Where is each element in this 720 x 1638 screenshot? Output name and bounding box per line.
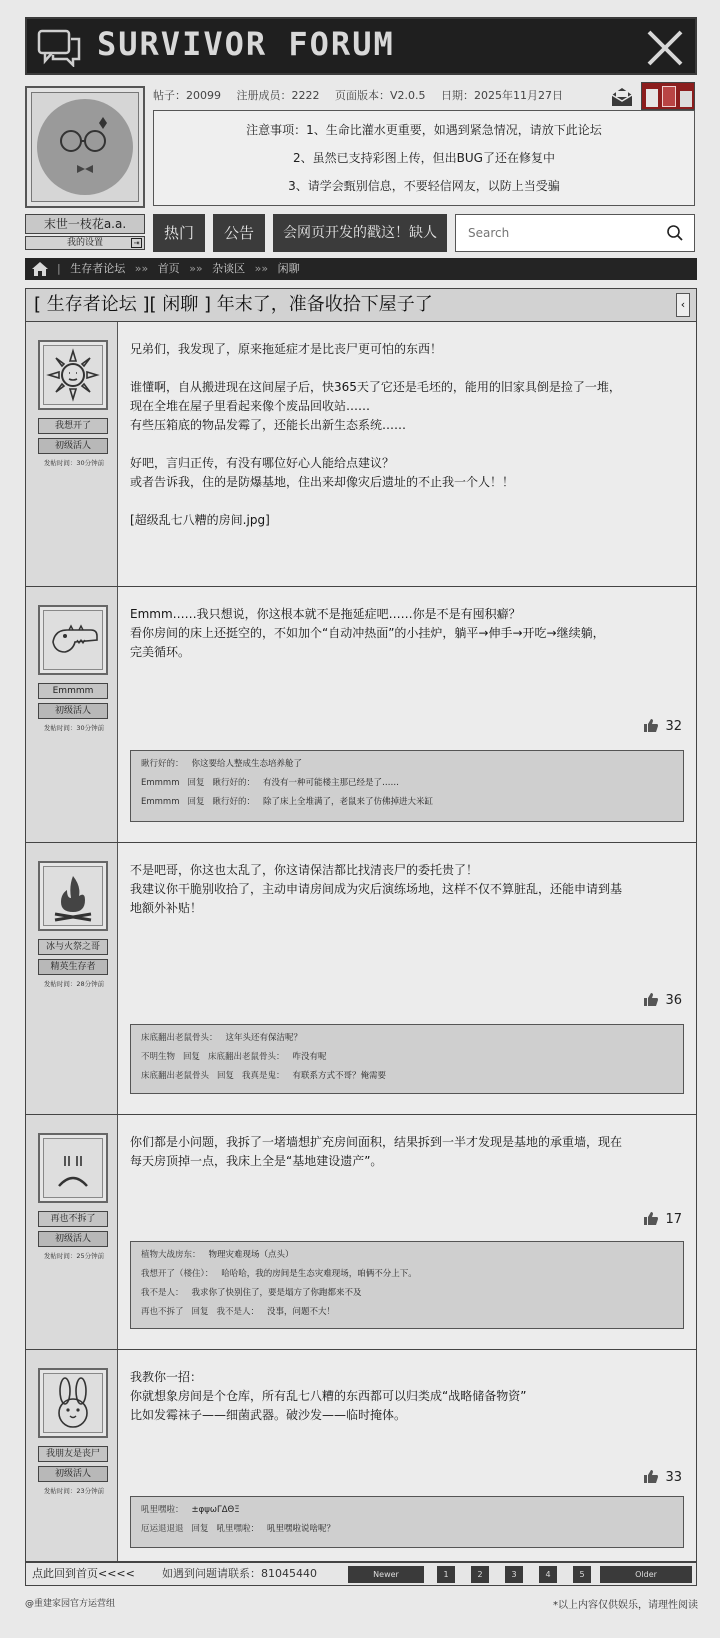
post-time: 发帖时间：30分钟前 xyxy=(43,459,105,467)
reply-line xyxy=(141,1501,673,1520)
post-avatar[interactable] xyxy=(38,605,108,675)
rabbit-avatar-icon xyxy=(45,1375,101,1431)
post-text: Emmm……我只想说，你这根本就不是拖延症吧……你是不是有囤积癖？ 看你房间的床上还挺空的，不如加个“自动冲热面”的小挂炉，躺平→伸手→开吃→继续躺， 完美循环。 xyxy=(130,607,605,659)
reply-line xyxy=(141,793,673,812)
notice-line: 2、虽然已支持彩图上传，但出BUG了还在修复中 xyxy=(293,151,555,165)
user-name[interactable]: 末世一枝花a.a. xyxy=(25,214,145,234)
reply-keyword: 回复 xyxy=(187,797,205,807)
page-version: 页面版本：V2.0.5 xyxy=(335,89,426,102)
reply-user[interactable]: Emmmm xyxy=(141,797,180,807)
reply-user[interactable]: 不明生物 xyxy=(141,1052,176,1062)
nav-recruit-button[interactable]: 会网页开发的戳这！缺人 xyxy=(273,214,447,252)
reply-target[interactable]: 瞅行好的： xyxy=(212,778,256,788)
notice-line: 3、请学会甄别信息，不要轻信网友，以防上当受骗 xyxy=(288,179,560,193)
reply-line xyxy=(141,1246,673,1265)
post-text: 你们都是小问题，我拆了一堵墙想扩充房间面积，结果拆到一半才发现是基地的承重墙，现在 每天房顶掉一点，我床上全是“基地建设遗产”。 xyxy=(130,1135,623,1168)
reply-line xyxy=(141,1265,673,1284)
forum-stats xyxy=(153,86,575,106)
thumbs-up-icon xyxy=(643,1211,659,1226)
page-5-button[interactable]: 5 xyxy=(573,1566,591,1583)
reply-user[interactable]: 床底翻出老鼠骨头 xyxy=(141,1071,210,1081)
like-button[interactable] xyxy=(643,717,682,737)
reply-box xyxy=(130,1496,684,1548)
search-box xyxy=(455,214,695,252)
reply-line xyxy=(141,755,673,774)
post-author-panel xyxy=(26,1115,118,1349)
user-avatar[interactable] xyxy=(25,86,145,208)
thumbs-up-icon xyxy=(643,718,659,733)
operator-credit: @重建家园官方运营组 xyxy=(25,1599,116,1609)
breadcrumb-separator: »» xyxy=(134,262,149,275)
reply-line xyxy=(141,1029,673,1048)
reply-line xyxy=(141,774,673,793)
ad-banner[interactable] xyxy=(641,82,695,110)
reply-text: 我求你了快别住了，要是塌方了你跑都来不及 xyxy=(191,1288,362,1298)
post-author-rank: 初级活人 xyxy=(38,703,108,719)
post-avatar[interactable] xyxy=(38,1133,108,1203)
breadcrumb-separator: »» xyxy=(254,262,269,275)
post-author-name[interactable]: Emmmm xyxy=(38,683,108,699)
post-text: 我教你一招： 你就想象房间是个仓库，所有乱七八糟的东西都可以归类成“战略储备物资” 比如发霉袜子——细菌武器。破沙发——临时掩体。 xyxy=(130,1370,527,1422)
post-body xyxy=(130,861,690,918)
breadcrumb-misc[interactable]: 杂谈区 xyxy=(212,262,246,275)
page-4-button[interactable]: 4 xyxy=(539,1566,557,1583)
my-settings-link[interactable] xyxy=(25,236,145,250)
back-to-home-link[interactable]: 点此回到首页<<<< xyxy=(32,1567,135,1580)
nav-hot-button[interactable]: 热门 xyxy=(153,214,205,252)
post-author-name[interactable]: 我朋友是丧尸 xyxy=(38,1446,108,1462)
chat-bubbles-icon xyxy=(37,29,81,67)
reply-target[interactable]: 我不是人： xyxy=(216,1307,260,1317)
post-1 xyxy=(25,587,697,843)
my-settings-label: 我的设置 xyxy=(66,238,103,248)
post-avatar[interactable] xyxy=(38,1368,108,1438)
profile-panel xyxy=(25,86,697,252)
reply-line xyxy=(141,1048,673,1067)
reply-text: 哈哈哈，我的房间是生态灾难现场，咱俩不分上下。 xyxy=(221,1269,417,1279)
post-avatar[interactable] xyxy=(38,340,108,410)
nav-announcement-button[interactable]: 公告 xyxy=(213,214,265,252)
reply-target[interactable]: 吼里嘿啦： xyxy=(216,1524,260,1534)
like-button[interactable] xyxy=(643,1468,682,1488)
post-count: 帖子：20099 xyxy=(153,89,221,102)
logout-icon[interactable]: ⇥ xyxy=(131,238,142,248)
breadcrumb-home[interactable]: 首页 xyxy=(157,262,180,275)
reply-text: ±φψωΓΔΘΞ xyxy=(191,1505,240,1515)
post-2 xyxy=(25,843,697,1115)
reply-keyword: 回复 xyxy=(191,1307,209,1317)
post-author-panel xyxy=(26,587,118,842)
reply-line xyxy=(141,1520,673,1539)
post-body xyxy=(130,340,690,530)
breadcrumb-separator: »» xyxy=(189,262,203,275)
campfire-avatar-icon xyxy=(45,868,101,924)
post-author-panel xyxy=(26,1350,118,1561)
post-text: 兄弟们，我发现了，原来拖延症才是比丧尸更可怕的东西！ 谁懂啊，自从搬进现在这间屋子后，快365天了它还是毛坯的，能用的旧家具倒是捡了一堆， 现在全堆在屋子里看起来像个废品回收站…… 有些压箱底的物品发霉了，还能长出新生态系统…… 好吧，言归正传，有没有哪位好心人能给点建议？ 或者告诉我，住的是防爆基地，住出来却像灾后遗址的不止我一个人！！ [超级乱七八糟的房间.jpg] xyxy=(130,342,621,527)
reply-user[interactable]: Emmmm xyxy=(141,778,180,788)
like-button[interactable] xyxy=(643,1210,682,1230)
post-time: 发帖时间：28分钟前 xyxy=(43,980,105,988)
like-button[interactable] xyxy=(643,991,682,1011)
reply-box xyxy=(130,750,684,822)
thread-title: [ 生存者论坛 ][ 闲聊 ] 年末了，准备收拾下屋子了 xyxy=(34,294,433,315)
reply-keyword: 回复 xyxy=(187,778,205,788)
breadcrumb-chat[interactable]: 闲聊 xyxy=(277,262,300,275)
post-time: 发帖时间：25分钟前 xyxy=(43,1252,105,1260)
forum-header xyxy=(25,17,697,75)
search-input[interactable] xyxy=(456,215,646,251)
reply-user[interactable]: 我想开了（楼住）： xyxy=(141,1269,214,1279)
post-author-panel xyxy=(26,322,118,586)
forum-title: SURVIVOR FORUM xyxy=(97,25,395,63)
like-count: 17 xyxy=(665,1212,682,1227)
reply-text: 除了床上全堆满了，老鼠来了仿佛掉进大米缸 xyxy=(263,797,434,807)
reply-target[interactable]: 我真是鬼： xyxy=(242,1071,285,1081)
post-0 xyxy=(25,322,697,587)
post-body xyxy=(130,1368,690,1425)
post-avatar[interactable] xyxy=(38,861,108,931)
post-time: 发帖时间：30分钟前 xyxy=(43,724,105,732)
reply-user[interactable]: 再也不拆了 xyxy=(141,1307,184,1317)
home-icon[interactable] xyxy=(31,261,49,277)
reply-text: 咋没有呢 xyxy=(292,1052,327,1062)
reply-target[interactable]: 床底翻出老鼠骨头： xyxy=(208,1052,285,1062)
reply-text: 有联系方式不哥？俺需要 xyxy=(292,1071,387,1081)
sad-face-avatar-icon xyxy=(45,1140,101,1196)
search-icon[interactable] xyxy=(666,224,684,242)
reply-text: 这年头还有保洁呢？ xyxy=(225,1033,303,1043)
thread-title-bar xyxy=(25,288,697,322)
post-author-name[interactable]: 我想开了 xyxy=(38,418,108,434)
close-icon[interactable] xyxy=(645,29,685,67)
collapse-button[interactable]: ‹ xyxy=(676,293,690,317)
reply-keyword: 回复 xyxy=(217,1071,235,1081)
reply-box xyxy=(130,1241,684,1329)
reply-line xyxy=(141,1303,673,1322)
reply-box xyxy=(130,1024,684,1094)
crocodile-avatar-icon xyxy=(45,612,101,668)
sun-avatar-icon xyxy=(45,347,101,403)
like-count: 32 xyxy=(665,719,682,734)
older-button[interactable]: Older xyxy=(600,1566,692,1583)
post-4 xyxy=(25,1350,697,1562)
reply-text: 吼里嘿啦说啥呢？ xyxy=(267,1524,336,1534)
post-author-rank: 初级活人 xyxy=(38,1466,108,1482)
contact-info: 如遇到问题请联系：81045440 xyxy=(162,1567,317,1580)
newer-button[interactable]: Newer xyxy=(348,1566,424,1583)
post-author-name[interactable]: 冰与火祭之哥 xyxy=(38,939,108,955)
notice-box xyxy=(153,110,695,206)
mail-icon[interactable] xyxy=(610,86,634,108)
notice-line: 注意事项：1、生命比灌水更重要，如遇到紧急情况，请放下此论坛 xyxy=(246,123,602,137)
reply-user[interactable]: 植物大战房东： xyxy=(141,1250,201,1260)
disclaimer: *以上内容仅供娱乐，请理性阅读 xyxy=(553,1600,698,1611)
post-body xyxy=(130,1133,690,1171)
reply-user[interactable]: 我不是人： xyxy=(141,1288,184,1298)
breadcrumb-forum[interactable]: 生存者论坛 xyxy=(70,262,126,275)
reply-text: 有没有一种可能楼主那已经是了…… xyxy=(263,778,400,788)
page-3-button[interactable]: 3 xyxy=(505,1566,523,1583)
reply-keyword: 回复 xyxy=(183,1052,201,1062)
reply-target[interactable]: 瞅行好的： xyxy=(212,797,256,807)
reply-keyword: 回复 xyxy=(191,1524,209,1534)
reply-user[interactable]: 吼里嘿啦： xyxy=(141,1505,184,1515)
glasses-face-avatar-icon xyxy=(33,95,137,199)
post-body xyxy=(130,605,690,662)
reply-text: 你这要给人整成生态培养舱了 xyxy=(191,759,303,769)
reply-user[interactable]: 厄运退退退 xyxy=(141,1524,184,1534)
thumbs-up-icon xyxy=(643,992,659,1007)
post-text: 不是吧哥，你这也太乱了，你这请保洁都比找清丧尸的委托贵了！ 我建议你干脆别收拾了，主动申请房间成为灾后演练场地，这样不仅不算脏乱，还能申请到基 地额外补贴！ xyxy=(130,863,623,915)
reply-line xyxy=(141,1067,673,1086)
reply-user[interactable]: 瞅行好的： xyxy=(141,759,184,769)
post-author-rank: 精英生存者 xyxy=(38,959,108,975)
reply-text: 没事，问题不大！ xyxy=(267,1307,336,1317)
like-count: 33 xyxy=(665,1470,682,1485)
like-count: 36 xyxy=(665,993,682,1008)
page-2-button[interactable]: 2 xyxy=(471,1566,489,1583)
current-date: 日期：2025年11月27日 xyxy=(441,89,564,102)
thumbs-up-icon xyxy=(643,1469,659,1484)
post-author-name[interactable]: 再也不拆了 xyxy=(38,1211,108,1227)
post-author-rank: 初级活人 xyxy=(38,438,108,454)
reply-line xyxy=(141,1284,673,1303)
post-time: 发帖时间：23分钟前 xyxy=(43,1487,105,1495)
reply-user[interactable]: 床底翻出老鼠骨头： xyxy=(141,1033,218,1043)
member-count: 注册成员：2222 xyxy=(236,89,320,102)
post-author-panel xyxy=(26,843,118,1114)
breadcrumb: | 生存者论坛 »» 首页 »» 杂谈区 »» 闲聊 xyxy=(25,258,697,280)
page-1-button[interactable]: 1 xyxy=(437,1566,455,1583)
reply-text: 物理灾难现场（点头） xyxy=(208,1250,294,1260)
post-3 xyxy=(25,1115,697,1350)
footer-bar xyxy=(25,1562,697,1586)
post-author-rank: 初级活人 xyxy=(38,1231,108,1247)
